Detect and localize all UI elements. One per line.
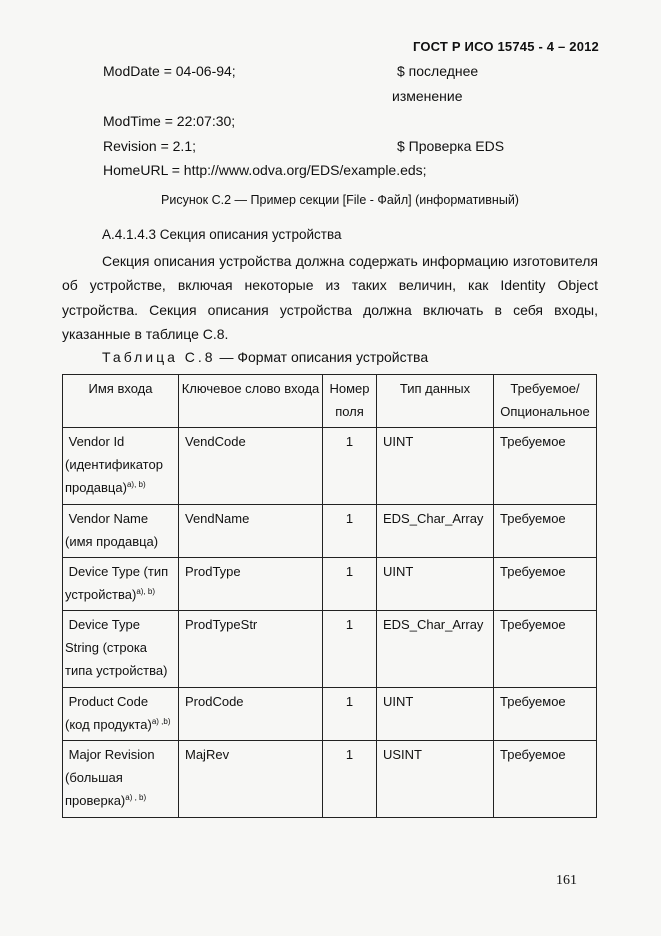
field-number-cell: 1	[323, 611, 377, 688]
field-number-cell: 1	[323, 558, 377, 611]
field-number-cell: 1	[323, 428, 377, 505]
column-header: Ключевое слово входа	[179, 375, 323, 428]
figure-caption: Рисунок С.2 — Пример секции [File - Файл] (информативный)	[161, 193, 519, 207]
requirement-cell: Требуемое	[494, 558, 597, 611]
code-line-comment: $ Проверка EDS	[397, 138, 505, 154]
table-row	[63, 428, 597, 505]
data-type-cell: EDS_Char_Array	[377, 505, 494, 558]
table-row	[63, 688, 597, 741]
column-header: Требуемое/ Опциональное	[494, 375, 597, 428]
table-header-row	[63, 375, 597, 428]
code-line-comment: изменение	[392, 88, 463, 104]
page-number: 161	[556, 873, 577, 888]
entry-name-cell: Major Revision (большая проверка)$^{a) , b)}$	[63, 741, 179, 818]
keyword-cell: VendName	[179, 505, 323, 558]
data-type-cell: USINT	[377, 741, 494, 818]
column-header: Имя входа	[63, 375, 179, 428]
table-title: — Формат описания устройства	[215, 349, 429, 365]
field-number-cell: 1	[323, 741, 377, 818]
entry-name-cell: Device Type String (строка типа устройства)	[63, 611, 179, 688]
keyword-cell: ProdCode	[179, 688, 323, 741]
footnote-ref: a), b)	[136, 587, 155, 596]
device-description-table	[62, 374, 597, 818]
table-number: Таблица С.8	[102, 349, 216, 365]
requirement-cell: Требуемое	[494, 505, 597, 558]
section-paragraph	[62, 249, 598, 346]
keyword-cell: VendCode	[179, 428, 323, 505]
footnote-ref: a), b)	[126, 480, 146, 489]
keyword-cell: ProdType	[179, 558, 323, 611]
field-number-cell: 1	[323, 688, 377, 741]
code-line-left: ModTime = 22:07:30;	[103, 113, 236, 129]
code-line-left: HomeURL = http://www.odva.org/EDS/example.eds;	[103, 162, 427, 178]
section-heading: А.4.1.4.3 Секция описания устройства	[102, 227, 342, 242]
column-header: Номер поля	[323, 375, 377, 428]
footnote-ref: a) ,b)	[151, 717, 171, 726]
column-header: Тип данных	[377, 375, 494, 428]
table-row	[63, 741, 597, 818]
paragraph-text: Секция описания устройства должна содержать информацию изготовителя об устройстве, включая некоторые из таких величин, как Identity Object устройства. Секция описания устройства должна включать в себя входы, указанные в таблице С.8.	[62, 253, 598, 342]
keyword-cell: MajRev	[179, 741, 323, 818]
table-row	[63, 611, 597, 688]
requirement-cell: Требуемое	[494, 688, 597, 741]
table-row	[63, 558, 597, 611]
document-header: ГОСТ Р ИСО 15745 - 4 – 2012	[412, 39, 599, 54]
entry-name-cell: Device Type (тип устройства)$^{a), b)}$	[63, 558, 179, 611]
code-line-left: ModDate = 04-06-94;	[103, 63, 236, 79]
data-type-cell: UINT	[377, 558, 494, 611]
table-row	[63, 505, 597, 558]
entry-name-cell: Vendor Id (идентификатор продавца)$^{a), b)}$	[63, 428, 179, 505]
entry-name-cell: Product Code (код продукта)$^{a) ,b)}$	[63, 688, 179, 741]
field-number-cell: 1	[323, 505, 377, 558]
data-type-cell: EDS_Char_Array	[377, 611, 494, 688]
footnote-ref: a) , b)	[125, 793, 147, 802]
data-type-cell: UINT	[377, 428, 494, 505]
data-type-cell: UINT	[377, 688, 494, 741]
keyword-cell: ProdTypeStr	[179, 611, 323, 688]
requirement-cell: Требуемое	[494, 741, 597, 818]
code-line-comment: $ последнее	[397, 63, 479, 79]
code-line-left: Revision = 2.1;	[103, 138, 196, 154]
table-caption	[102, 349, 428, 365]
requirement-cell: Требуемое	[494, 611, 597, 688]
requirement-cell: Требуемое	[494, 428, 597, 505]
entry-name-cell: Vendor Name (имя продавца)	[63, 505, 179, 558]
